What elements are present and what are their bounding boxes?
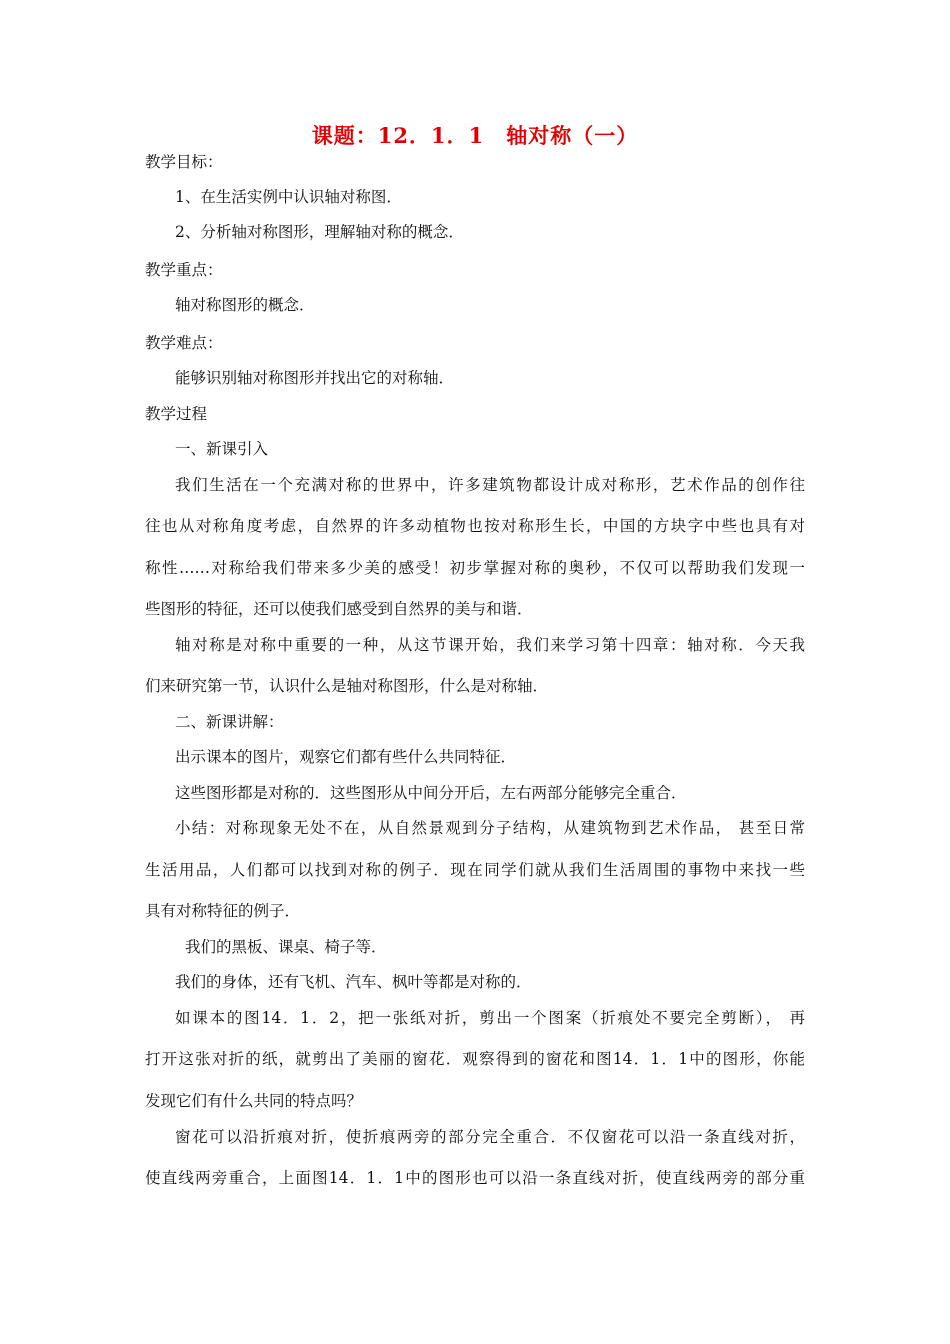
paragraph-line: 小结：对称现象无处不在，从自然景观到分子结构，从建筑物到艺术作品， 甚至日常 xyxy=(175,819,805,837)
heading-process: 教学过程 xyxy=(145,405,208,423)
paragraph-line: 如课本的图14．1．2，把一张纸对折，剪出一个图案（折痕处不要完全剪断）， 再 xyxy=(175,1009,805,1027)
paragraph-line: 轴对称是对称中重要的一种，从这节课开始，我们来学习第十四章：轴对称．今天我 xyxy=(175,636,805,654)
paragraph-line: 我们的身体，还有飞机、汽车、枫叶等都是对称的． xyxy=(175,973,532,991)
paragraph-line: 窗花可以沿折痕对折，使折痕两旁的部分完全重合．不仅窗花可以沿一条直线对折， xyxy=(175,1128,805,1146)
paragraph-line: 些图形的特征，还可以使我们感受到自然界的美与和谐． xyxy=(145,600,533,618)
paragraph-line: 我们的黑板、课桌、椅子等． xyxy=(185,938,387,956)
paragraph-line: 们来研究第一节，认识什么是轴对称图形，什么是对称轴． xyxy=(145,677,549,695)
heading-key-points: 教学重点： xyxy=(145,261,223,279)
page-title: 课题：12．1．1 轴对称（一） xyxy=(311,123,639,148)
paragraph-line: 1、在生活实例中认识轴对称图． xyxy=(175,188,402,206)
paragraph-line: 出示课本的图片，观察它们都有些什么共同特征． xyxy=(175,748,517,766)
paragraph-line: 我们生活在一个充满对称的世界中，许多建筑物都设计成对称形，艺术作品的创作往 xyxy=(175,476,805,494)
paragraph-line: 2、分析轴对称图形，理解轴对称的概念． xyxy=(175,223,464,241)
paragraph-line: 发现它们有什么共同的特点吗？ xyxy=(145,1092,363,1110)
heading-difficulties: 教学难点： xyxy=(145,334,223,352)
paragraph-line: 轴对称图形的概念． xyxy=(175,296,315,314)
paragraph-line: 具有对称特征的例子． xyxy=(145,902,301,920)
paragraph-line: 打开这张对折的纸，就剪出了美丽的窗花．观察得到的窗花和图14．1．1中的图形，你能 xyxy=(145,1050,805,1068)
paragraph-line: 生活用品，人们都可以找到对称的例子．现在同学们就从我们生活周围的事物中来找一些 xyxy=(145,861,805,879)
section-heading: 一、新课引入 xyxy=(175,440,269,458)
section-heading: 二、新课讲解： xyxy=(175,713,284,731)
paragraph-line: 往也从对称角度考虑，自然界的许多动植物也按对称形生长，中国的方块字中些也具有对 xyxy=(145,517,805,535)
paragraph-line: 称性……对称给我们带来多少美的感受！初步掌握对称的奥秒，不仅可以帮助我们发现一 xyxy=(145,559,805,577)
heading-objectives: 教学目标： xyxy=(145,153,223,171)
paragraph-line: 使直线两旁重合，上面图14．1．1中的图形也可以沿一条直线对折，使直线两旁的部分重 xyxy=(145,1169,805,1187)
paragraph-line: 这些图形都是对称的．这些图形从中间分开后，左右两部分能够完全重合． xyxy=(175,784,687,802)
paragraph-line: 能够识别轴对称图形并找出它的对称轴． xyxy=(175,369,455,387)
